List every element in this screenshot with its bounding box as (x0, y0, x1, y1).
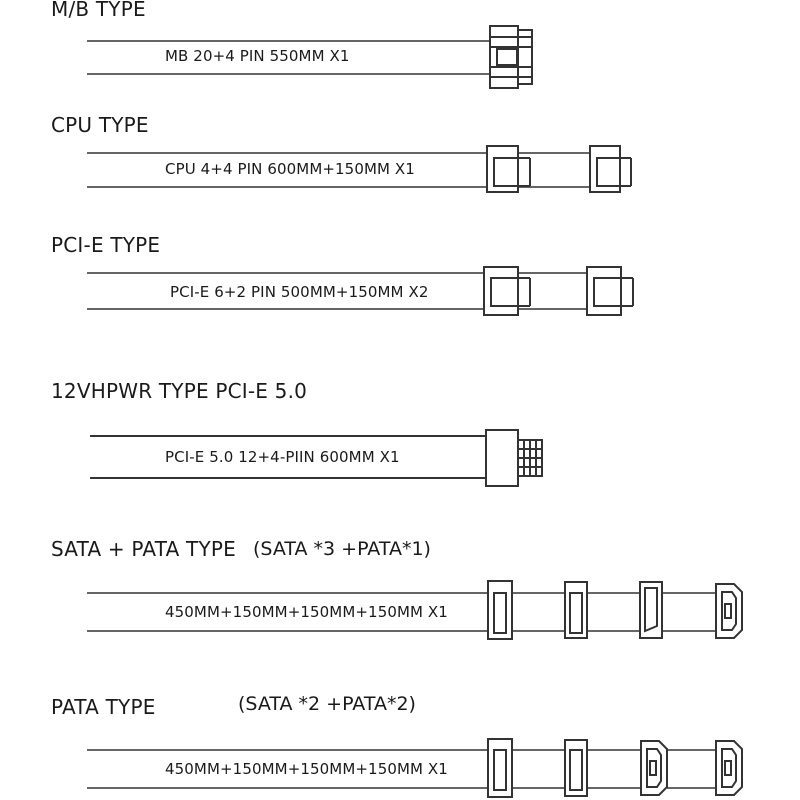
pata-note: (SATA *2 +PATA*2) (238, 693, 416, 715)
mb-24pin-connector-icon (490, 26, 532, 88)
sata-pata-note: (SATA *3 +PATA*1) (253, 538, 431, 560)
pata-cable-label: 450MM+150MM+150MM+150MM X1 (165, 760, 448, 778)
cpu-8pin-connector-icon-2 (590, 146, 631, 192)
cpu-type-title: CPU TYPE (51, 113, 149, 137)
pata-molex-connector-icon-1 (716, 584, 742, 638)
cpu-cable-label: CPU 4+4 PIN 600MM+150MM X1 (165, 160, 415, 178)
pcie-8pin-connector-icon-1 (484, 267, 530, 315)
sata-connector-icon-5 (565, 740, 587, 796)
12vhpwr-connector-icon (486, 430, 542, 486)
sata-connector-icon-1 (488, 581, 512, 639)
sata-connector-icon-2 (565, 582, 587, 638)
pata-cable (87, 750, 716, 788)
sata-pata-type-title: SATA + PATA TYPE (51, 537, 236, 561)
hpwr-cable-label: PCI-E 5.0 12+4-PIIN 600MM X1 (165, 448, 400, 466)
pcie-8pin-connector-icon-2 (587, 267, 633, 315)
sata-connector-icon-3 (640, 582, 662, 638)
pata-molex-connector-icon-3 (716, 741, 742, 795)
sata-pata-cable-label: 450MM+150MM+150MM+150MM X1 (165, 603, 448, 621)
pata-type-title: PATA TYPE (51, 695, 156, 719)
mb-type-title: M/B TYPE (51, 0, 146, 21)
pata-molex-connector-icon-2 (641, 741, 667, 795)
sata-connector-icon-4 (488, 739, 512, 797)
sata-pata-cable (87, 593, 716, 631)
pcie-cable-label: PCI-E 6+2 PIN 500MM+150MM X2 (170, 283, 429, 301)
hpwr-type-title: 12VHPWR TYPE PCI-E 5.0 (51, 379, 308, 403)
hpwr-cable (90, 436, 486, 478)
mb-cable-label: MB 20+4 PIN 550MM X1 (165, 47, 350, 65)
pcie-type-title: PCI-E TYPE (51, 233, 161, 257)
mb-cable (87, 41, 490, 74)
